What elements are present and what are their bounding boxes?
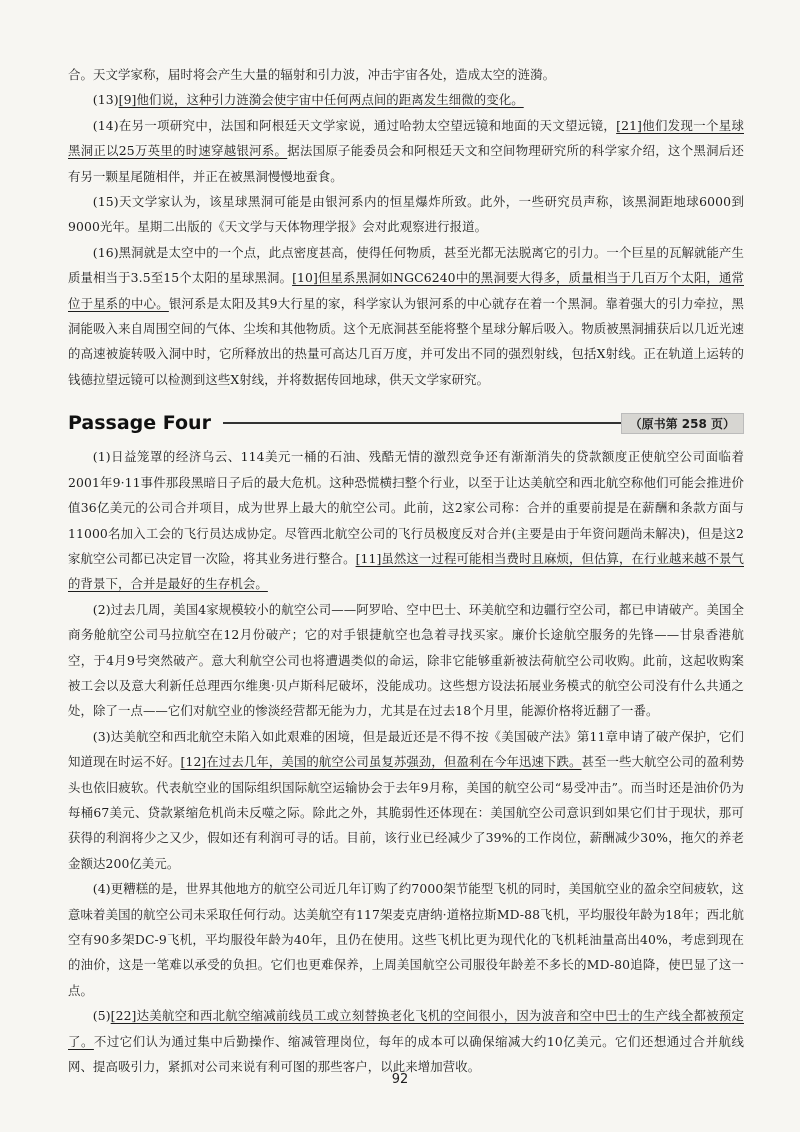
paragraph-13 (68, 87, 744, 112)
text: (1)日益笼罩的经济乌云、114美元一桶的石油、残酷无情的激烈竞争还有渐渐消失的贷款额度正使航空公司面临着2001年9·11事件那段黑暗日子后的最大危机。这种恐慌横扫整个行业，以至于让达美航空和西北航空称他们可能会推进价值36亿美元的公司合并项目，成为世界上最大的航空公司。此前，这2家公司称：合并的重要前提是在薪酬和条款方面与11000名加入工会的飞行员达成协定。尽管西北航空公司的飞行员极度反对合并(主要是由于年资问题尚未解决)，但是这2家航空公司都已决定冒一次险，将其业务进行整合。 (68, 449, 744, 566)
text: (15)天文学家认为，该星球黑洞可能是由银河系内的恒星爆炸所致。此外，一些研究员声称，该黑洞距地球6000到9000光年。星期二出版的《天文学与天体物理学报》会对此观察进行报道。 (68, 194, 744, 235)
passage-paragraph-1 (68, 444, 744, 596)
text: 不过它们认为通过集中后勤操作、缩减管理岗位，每年的成本可以确保缩减大约10亿美元。它们还想通过合并航线网、提高吸引力，紧抓对公司来说有利可图的那些客户，以此来增加营收。 (68, 1033, 744, 1075)
underlined-sentence: [22]达美航空和西北航空缩减前线员工或立刻替换老化飞机的空间很小，因为波音和空中巴士的生产线全都被预定了。 (68, 1008, 744, 1049)
text: 据法国原子能委员会和阿根廷天文和空间物理研究所的科学家介绍，这个黑洞后还有另一颗星尾随相伴，并正在被黑洞慢慢地蚕食。 (68, 143, 744, 184)
underlined-sentence: [11]虽然这一过程可能相当费时且麻烦，但估算，在行业越来越不景气的背景下，合并是最好的生存机会。 (68, 550, 744, 592)
passage-paragraph-2 (68, 597, 744, 724)
label: (5) (92, 1008, 111, 1024)
text: 银河系是太阳及其9大行星的家，科学家认为银河系的中心就存在着一个黑洞。靠着强大的引力牵拉，黑洞能吸入来自周围空间的气体、尘埃和其他物质。这个无底洞甚至能将整个星球分解后吸入。物质被黑洞捕获后以几近光速的高速被旋转吸入洞中时，它所释放出的热量可高达几百万度，并可发出不同的强烈射线，包括X射线。正在轨道上运转的钱德拉望远镜可以检测到这些X射线，并将数据传回地球，供天文学家研究。 (68, 295, 744, 387)
passage-paragraph-3 (68, 724, 744, 876)
paragraph-14 (68, 113, 744, 189)
page-reference-badge: （原书第 258 页） (621, 413, 744, 434)
underlined-sentence: [12]在过去几年，美国的航空公司虽复苏强劲，但盈利在今年迅速下跌。 (180, 754, 582, 770)
passage-title-text: Passage Four (68, 412, 211, 435)
text: (14)在另一项研究中，法国和阿根廷天文学家说，通过哈勃太空望远镜和地面的天文望远镜， (92, 117, 617, 133)
title-rule (223, 422, 621, 424)
text: (2)过去几周，美国4家规模较小的航空公司——阿罗哈、空中巴士、环美航空和边疆行空公司，都已申请破产。美国全商务舱航空公司马拉航空在12月份破产；它的对手银捷航空也急着寻找买家。廉价长途航空服务的先锋——甘泉香港航空，于4月9号突然破产。意大利航空公司也将遭遇类似的命运，除非它能够重新被法荷航空公司收购。此前，这起收购案被工会以及意大利新任总理西尔维奥·贝卢斯科尼破坏，没能成功。这些想方设法拓展业务模式的航空公司没有什么共通之处，除了一点——它们对航空业的惨淡经营都无能为力，尤其是在过去18个月里，能源价格将近翻了一番。 (68, 601, 744, 719)
text: 合。天文学家称，届时将会产生大量的辐射和引力波，冲击宇宙各处，造成太空的涟漪。 (68, 67, 556, 82)
underlined-sentence: [9]他们说，这种引力涟漪会使宇宙中任何两点间的距离发生细微的变化。 (118, 92, 524, 108)
passage-paragraph-5 (68, 1003, 744, 1079)
text: (3)达美航空和西北航空未陷入如此艰难的困境，但是最近还是不得不按《美国破产法》第11章申请了破产保护，它们知道现在时运不好。 (68, 728, 744, 770)
paragraph-15 (68, 189, 744, 240)
text: (4)更糟糕的是，世界其他地方的航空公司近几年订购了约7000架节能型飞机的同时，美国航空业的盈余空间疲软，这意味着美国的航空公司未采取任何行动。达美航空有117架麦克唐纳·道格拉斯MD-88飞机，平均服役年龄为18年；西北航空有90多架DC-9飞机，平均服役年龄为40年，且仍在使用。这些飞机比更为现代化的飞机耗油量高出40%，考虑到现在的油价，这是一笔难以承受的负担。它们也更难保养，上周美国航空公司服役年龄差不多长的MD-80追降，使巴显了这一点。 (68, 881, 744, 998)
text: (16)黑洞就是太空中的一个点，此点密度甚高，使得任何物质，甚至光都无法脱离它的引力。一个巨星的瓦解就能产生质量相当于3.5至15个太阳的星球黑洞。 (68, 244, 744, 286)
underlined-sentence: [10]但星系黑洞如NGC6240中的黑洞要大得多，质量相当于几百万个太阳，通常位于星系的中心。 (68, 270, 744, 311)
paragraph-continuation (68, 62, 744, 87)
passage-header (68, 406, 744, 440)
document-page (68, 62, 744, 1079)
passage-title (68, 412, 621, 434)
label: (13) (92, 92, 119, 108)
passage-paragraph-4 (68, 876, 744, 1003)
page-number: 92 (391, 1072, 409, 1087)
text: 甚至一些大航空公司的盈利势头也依旧疲软。代表航空业的国际组织国际航空运输协会于去年9月称，美国的航空公司“易受冲击”。而当时还是油价仍为每桶67美元、贷款紧缩危机尚未反噬之际。除此之外，其脆弱性还体现在：美国航空公司意识到如果它们甘于现状，那可获得的利润将少之又少，假如还有利润可寻的话。目前，该行业已经减少了39%的工作岗位，薪酬减少30%，拖欠的养老金额达200亿美元。 (68, 754, 744, 871)
underlined-sentence: [21]他们发现一个星球黑洞正以25万英里的时速穿越银河系。 (68, 117, 744, 159)
paragraph-16 (68, 240, 744, 392)
